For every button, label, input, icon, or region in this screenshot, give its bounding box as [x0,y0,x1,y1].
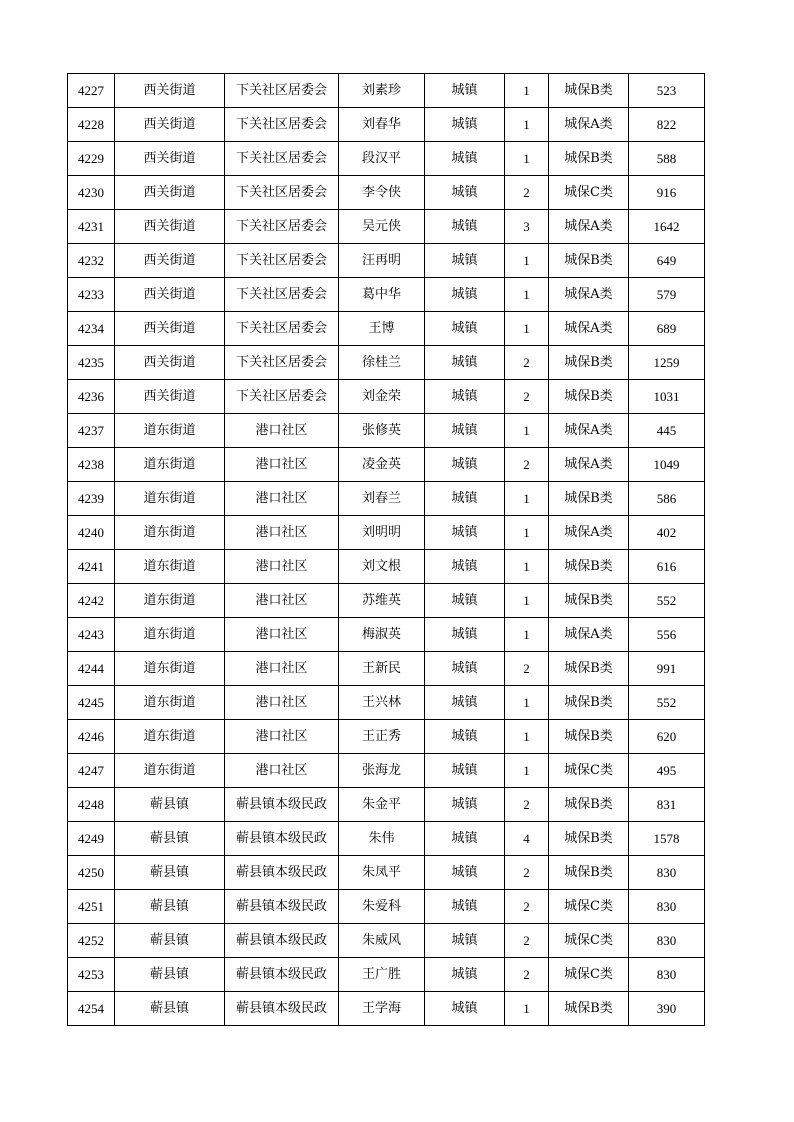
serial-number-cell: 4240 [68,516,115,550]
household-type-cell: 城镇 [425,584,505,618]
insurance-category-cell: 城保A类 [549,448,629,482]
name-cell: 李令侠 [339,176,425,210]
insurance-category-cell: 城保B类 [549,482,629,516]
table-row [68,142,705,176]
name-cell: 张修英 [339,414,425,448]
household-size-cell: 1 [505,414,549,448]
serial-number-cell: 4245 [68,686,115,720]
subdistrict-cell: 西关街道 [115,244,225,278]
household-type-cell: 城镇 [425,618,505,652]
community-cell: 下关社区居委会 [225,312,339,346]
household-size-cell: 2 [505,346,549,380]
amount-cell: 991 [629,652,705,686]
subdistrict-cell: 西关街道 [115,210,225,244]
serial-number-cell: 4236 [68,380,115,414]
community-cell: 下关社区居委会 [225,210,339,244]
community-cell: 港口社区 [225,720,339,754]
amount-cell: 1049 [629,448,705,482]
household-size-cell: 1 [505,312,549,346]
amount-cell: 1642 [629,210,705,244]
amount-cell: 830 [629,856,705,890]
serial-number-cell: 4234 [68,312,115,346]
amount-cell: 552 [629,584,705,618]
insurance-category-cell: 城保C类 [549,754,629,788]
community-cell: 下关社区居委会 [225,346,339,380]
insurance-category-cell: 城保B类 [549,74,629,108]
table-row [68,958,705,992]
name-cell: 王新民 [339,652,425,686]
household-size-cell: 1 [505,516,549,550]
serial-number-cell: 4250 [68,856,115,890]
household-size-cell: 3 [505,210,549,244]
serial-number-cell: 4248 [68,788,115,822]
household-size-cell: 1 [505,108,549,142]
insurance-category-cell: 城保B类 [549,380,629,414]
community-cell: 港口社区 [225,618,339,652]
insurance-category-cell: 城保A类 [549,108,629,142]
community-cell: 港口社区 [225,584,339,618]
table-row [68,482,705,516]
household-type-cell: 城镇 [425,958,505,992]
subdistrict-cell: 道东街道 [115,618,225,652]
amount-cell: 1031 [629,380,705,414]
table-row [68,924,705,958]
subdistrict-cell: 西关街道 [115,312,225,346]
serial-number-cell: 4247 [68,754,115,788]
household-type-cell: 城镇 [425,142,505,176]
table-row [68,652,705,686]
name-cell: 刘文根 [339,550,425,584]
household-size-cell: 2 [505,380,549,414]
household-type-cell: 城镇 [425,278,505,312]
serial-number-cell: 4251 [68,890,115,924]
name-cell: 葛中华 [339,278,425,312]
household-type-cell: 城镇 [425,414,505,448]
table-row [68,890,705,924]
household-size-cell: 1 [505,720,549,754]
household-type-cell: 城镇 [425,482,505,516]
table-row [68,618,705,652]
name-cell: 朱金平 [339,788,425,822]
community-cell: 下关社区居委会 [225,142,339,176]
amount-cell: 1578 [629,822,705,856]
insurance-category-cell: 城保B类 [549,584,629,618]
community-cell: 港口社区 [225,448,339,482]
insurance-category-cell: 城保B类 [549,244,629,278]
subdistrict-cell: 道东街道 [115,720,225,754]
amount-cell: 402 [629,516,705,550]
insurance-category-cell: 城保C类 [549,176,629,210]
name-cell: 朱威风 [339,924,425,958]
table-row [68,244,705,278]
household-type-cell: 城镇 [425,720,505,754]
subdistrict-cell: 道东街道 [115,482,225,516]
community-cell: 蕲县镇本级民政 [225,788,339,822]
name-cell: 梅淑英 [339,618,425,652]
community-cell: 蕲县镇本级民政 [225,890,339,924]
table-row [68,176,705,210]
subdistrict-cell: 蕲县镇 [115,856,225,890]
household-type-cell: 城镇 [425,890,505,924]
community-cell: 港口社区 [225,516,339,550]
table-row [68,788,705,822]
community-cell: 下关社区居委会 [225,176,339,210]
community-cell: 下关社区居委会 [225,380,339,414]
table-row [68,278,705,312]
insurance-category-cell: 城保A类 [549,312,629,346]
table-row [68,380,705,414]
subdistrict-cell: 西关街道 [115,346,225,380]
insurance-category-cell: 城保B类 [549,822,629,856]
subdistrict-cell: 道东街道 [115,686,225,720]
serial-number-cell: 4243 [68,618,115,652]
household-type-cell: 城镇 [425,380,505,414]
insurance-category-cell: 城保C类 [549,924,629,958]
subdistrict-cell: 蕲县镇 [115,924,225,958]
household-size-cell: 2 [505,652,549,686]
name-cell: 段汉平 [339,142,425,176]
insurance-category-cell: 城保A类 [549,210,629,244]
household-size-cell: 2 [505,924,549,958]
household-size-cell: 2 [505,788,549,822]
table-row [68,754,705,788]
household-size-cell: 1 [505,992,549,1026]
name-cell: 王兴林 [339,686,425,720]
community-cell: 蕲县镇本级民政 [225,856,339,890]
subdistrict-cell: 西关街道 [115,176,225,210]
household-size-cell: 2 [505,176,549,210]
subdistrict-cell: 西关街道 [115,108,225,142]
name-cell: 王广胜 [339,958,425,992]
household-type-cell: 城镇 [425,686,505,720]
serial-number-cell: 4227 [68,74,115,108]
table-row [68,686,705,720]
household-size-cell: 2 [505,856,549,890]
name-cell: 刘金荣 [339,380,425,414]
subdistrict-cell: 道东街道 [115,414,225,448]
community-cell: 港口社区 [225,550,339,584]
community-cell: 港口社区 [225,686,339,720]
subdistrict-cell: 蕲县镇 [115,992,225,1026]
subdistrict-cell: 西关街道 [115,380,225,414]
serial-number-cell: 4253 [68,958,115,992]
name-cell: 刘素珍 [339,74,425,108]
amount-cell: 616 [629,550,705,584]
insurance-category-cell: 城保B类 [549,346,629,380]
relief-roster-table [67,73,705,1026]
insurance-category-cell: 城保B类 [549,856,629,890]
table-row [68,108,705,142]
amount-cell: 556 [629,618,705,652]
household-type-cell: 城镇 [425,312,505,346]
serial-number-cell: 4246 [68,720,115,754]
amount-cell: 1259 [629,346,705,380]
serial-number-cell: 4241 [68,550,115,584]
name-cell: 朱爱科 [339,890,425,924]
amount-cell: 445 [629,414,705,448]
insurance-category-cell: 城保B类 [549,686,629,720]
serial-number-cell: 4237 [68,414,115,448]
subdistrict-cell: 西关街道 [115,278,225,312]
community-cell: 蕲县镇本级民政 [225,958,339,992]
household-type-cell: 城镇 [425,822,505,856]
household-size-cell: 1 [505,550,549,584]
household-type-cell: 城镇 [425,754,505,788]
name-cell: 吴元侠 [339,210,425,244]
table-row [68,346,705,380]
community-cell: 港口社区 [225,482,339,516]
household-size-cell: 1 [505,74,549,108]
household-size-cell: 1 [505,754,549,788]
household-type-cell: 城镇 [425,346,505,380]
amount-cell: 579 [629,278,705,312]
table-row [68,992,705,1026]
community-cell: 港口社区 [225,652,339,686]
household-size-cell: 1 [505,584,549,618]
name-cell: 朱伟 [339,822,425,856]
amount-cell: 523 [629,74,705,108]
insurance-category-cell: 城保A类 [549,618,629,652]
name-cell: 苏维英 [339,584,425,618]
amount-cell: 830 [629,958,705,992]
household-type-cell: 城镇 [425,992,505,1026]
subdistrict-cell: 西关街道 [115,74,225,108]
table-row [68,74,705,108]
name-cell: 刘春兰 [339,482,425,516]
table-row [68,550,705,584]
serial-number-cell: 4239 [68,482,115,516]
household-type-cell: 城镇 [425,516,505,550]
name-cell: 王博 [339,312,425,346]
household-size-cell: 1 [505,618,549,652]
subdistrict-cell: 道东街道 [115,516,225,550]
community-cell: 蕲县镇本级民政 [225,992,339,1026]
amount-cell: 830 [629,924,705,958]
serial-number-cell: 4230 [68,176,115,210]
household-size-cell: 1 [505,278,549,312]
community-cell: 下关社区居委会 [225,108,339,142]
insurance-category-cell: 城保B类 [549,142,629,176]
serial-number-cell: 4228 [68,108,115,142]
community-cell: 蕲县镇本级民政 [225,822,339,856]
amount-cell: 588 [629,142,705,176]
household-type-cell: 城镇 [425,788,505,822]
name-cell: 汪再明 [339,244,425,278]
community-cell: 下关社区居委会 [225,74,339,108]
insurance-category-cell: 城保B类 [549,788,629,822]
subdistrict-cell: 蕲县镇 [115,822,225,856]
household-type-cell: 城镇 [425,74,505,108]
community-cell: 蕲县镇本级民政 [225,924,339,958]
name-cell: 朱凤平 [339,856,425,890]
serial-number-cell: 4231 [68,210,115,244]
household-type-cell: 城镇 [425,176,505,210]
amount-cell: 831 [629,788,705,822]
insurance-category-cell: 城保A类 [549,516,629,550]
amount-cell: 830 [629,890,705,924]
serial-number-cell: 4252 [68,924,115,958]
subdistrict-cell: 道东街道 [115,754,225,788]
name-cell: 凌金英 [339,448,425,482]
household-type-cell: 城镇 [425,244,505,278]
community-cell: 港口社区 [225,414,339,448]
amount-cell: 822 [629,108,705,142]
serial-number-cell: 4242 [68,584,115,618]
household-size-cell: 1 [505,244,549,278]
household-type-cell: 城镇 [425,448,505,482]
serial-number-cell: 4235 [68,346,115,380]
serial-number-cell: 4232 [68,244,115,278]
household-size-cell: 2 [505,448,549,482]
household-size-cell: 1 [505,142,549,176]
table-row [68,210,705,244]
household-type-cell: 城镇 [425,550,505,584]
insurance-category-cell: 城保B类 [549,652,629,686]
insurance-category-cell: 城保A类 [549,278,629,312]
name-cell: 王正秀 [339,720,425,754]
household-type-cell: 城镇 [425,210,505,244]
subdistrict-cell: 蕲县镇 [115,958,225,992]
name-cell: 刘明明 [339,516,425,550]
serial-number-cell: 4233 [68,278,115,312]
insurance-category-cell: 城保B类 [549,992,629,1026]
serial-number-cell: 4244 [68,652,115,686]
subdistrict-cell: 道东街道 [115,584,225,618]
community-cell: 下关社区居委会 [225,244,339,278]
name-cell: 张海龙 [339,754,425,788]
subdistrict-cell: 道东街道 [115,448,225,482]
table-row [68,584,705,618]
amount-cell: 586 [629,482,705,516]
amount-cell: 689 [629,312,705,346]
table-row [68,414,705,448]
insurance-category-cell: 城保C类 [549,890,629,924]
table-row [68,822,705,856]
name-cell: 王学海 [339,992,425,1026]
household-type-cell: 城镇 [425,108,505,142]
amount-cell: 495 [629,754,705,788]
amount-cell: 552 [629,686,705,720]
amount-cell: 620 [629,720,705,754]
table-row [68,516,705,550]
subdistrict-cell: 西关街道 [115,142,225,176]
table-row [68,720,705,754]
household-size-cell: 1 [505,482,549,516]
insurance-category-cell: 城保B类 [549,550,629,584]
serial-number-cell: 4254 [68,992,115,1026]
household-type-cell: 城镇 [425,652,505,686]
subdistrict-cell: 道东街道 [115,550,225,584]
household-size-cell: 2 [505,958,549,992]
household-type-cell: 城镇 [425,856,505,890]
serial-number-cell: 4229 [68,142,115,176]
household-size-cell: 1 [505,686,549,720]
insurance-category-cell: 城保B类 [549,720,629,754]
household-size-cell: 4 [505,822,549,856]
name-cell: 刘春华 [339,108,425,142]
table-row [68,856,705,890]
amount-cell: 916 [629,176,705,210]
serial-number-cell: 4249 [68,822,115,856]
subdistrict-cell: 道东街道 [115,652,225,686]
subdistrict-cell: 蕲县镇 [115,890,225,924]
table-row [68,448,705,482]
insurance-category-cell: 城保C类 [549,958,629,992]
name-cell: 徐桂兰 [339,346,425,380]
household-size-cell: 2 [505,890,549,924]
table-row [68,312,705,346]
community-cell: 下关社区居委会 [225,278,339,312]
household-type-cell: 城镇 [425,924,505,958]
insurance-category-cell: 城保A类 [549,414,629,448]
community-cell: 港口社区 [225,754,339,788]
subdistrict-cell: 蕲县镇 [115,788,225,822]
amount-cell: 390 [629,992,705,1026]
amount-cell: 649 [629,244,705,278]
serial-number-cell: 4238 [68,448,115,482]
